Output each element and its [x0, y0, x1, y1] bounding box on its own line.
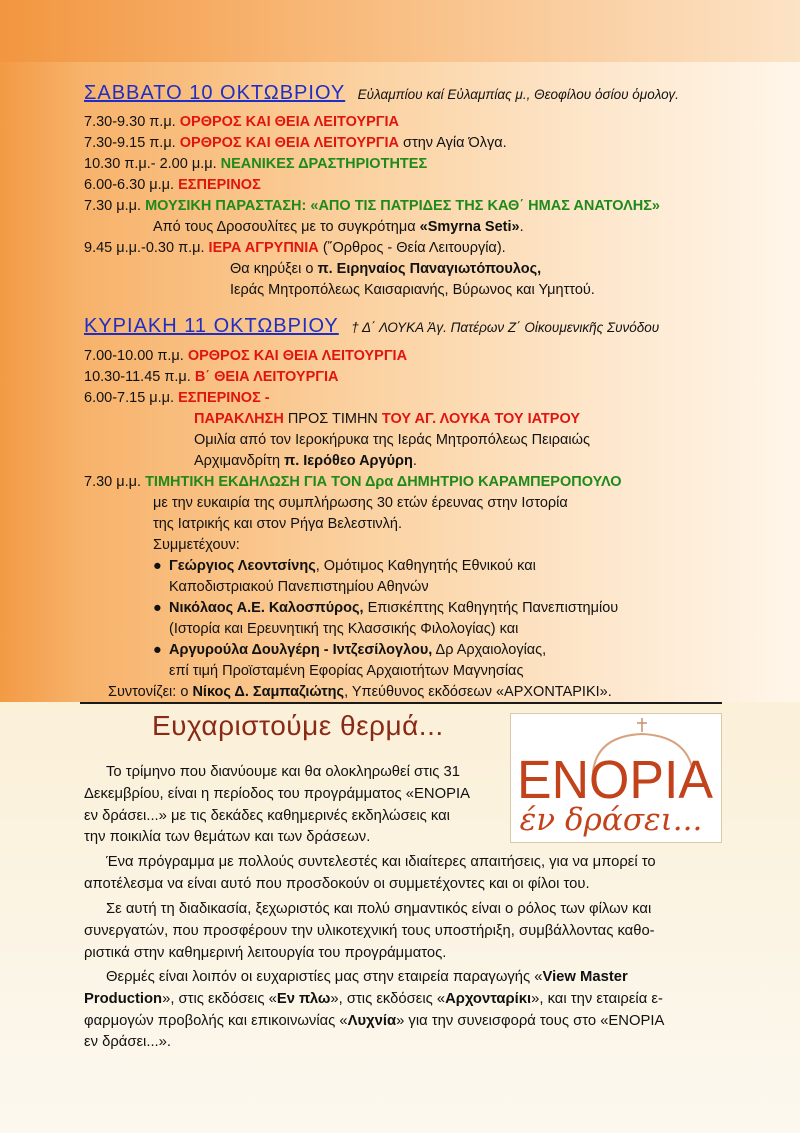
schedule-line: [84, 175, 261, 195]
saturday-header: [84, 82, 679, 108]
text-line: συνεργατών, που προσφέρουν την υλικοτεχνική τους υποστήριξη, συμβάλλοντας καθο-: [84, 922, 655, 939]
coordinator-name: Νίκος Δ. Σαμπαζιώτης: [192, 684, 345, 700]
text: Συμμετέχουν:: [153, 537, 240, 553]
section-divider: [80, 702, 722, 704]
saturday-title: ΣΑΒΒΑΤΟ 10 ΟΚΤΩΒΡΙΟΥ: [84, 82, 346, 104]
time: 9.45 μ.μ.-0.30 π.μ.: [84, 240, 205, 256]
time: 7.30-9.30 π.μ.: [84, 114, 176, 130]
text: , Ομότιμος Καθηγητής Εθνικού και: [315, 558, 536, 574]
event: ΕΣΠΕΡΙΝΟΣ -: [178, 390, 270, 406]
schedule-line: [84, 133, 507, 153]
text: φαρμογών προβολής και επικοινωνίας «: [84, 1012, 348, 1029]
company-name: View Master: [542, 969, 628, 985]
event: ΕΣΠΕΡΙΝΟΣ: [178, 177, 261, 193]
event-location: στην Αγία Όλγα.: [403, 135, 507, 151]
paragraph-1: [84, 762, 504, 849]
bullet-icon: ●: [153, 600, 162, 616]
time: 10.30-11.45 π.μ.: [84, 369, 191, 385]
text: », και την εταιρεία ε-: [531, 990, 663, 1007]
logo-tagline: έν δράσει...: [519, 802, 703, 838]
text-line: Σε αυτή τη διαδικασία, ξεχωριστός και πολύ σημαντικός είναι ο ρόλος των φίλων και: [106, 901, 652, 917]
time: 10.30 π.μ.- 2.00 μ.μ.: [84, 156, 217, 172]
detail-line: [169, 661, 523, 681]
bullet-icon: ●: [153, 642, 162, 658]
text-line: ριστικά στην καθημερινή λειτουργία του προγράμματος.: [84, 944, 447, 961]
text: Από τους Δροσουλίτες με το συγκρότημα: [153, 219, 416, 235]
saturday-subtitle: Εὐλαμπίου καί Εὐλαμπίας μ., Θεοφίλου ὁσίου ὁμολογ.: [357, 87, 679, 102]
participant-name: Αργυρούλα Δουλγέρη - Ιντζεσίλογλου,: [169, 642, 433, 658]
detail-line: [194, 451, 417, 471]
sunday-subtitle: † Δ΄ ΛΟΥΚΑ Ἁγ. Πατέρων Ζ΄ Οἰκουμενικῆς Συνόδου: [351, 320, 660, 335]
schedule-line: [84, 472, 622, 492]
text-end: .: [519, 219, 524, 235]
sunday-title: ΚΥΡΙΑΚΗ 11 ΟΚΤΩΒΡΙΟΥ: [84, 315, 339, 337]
participant-name: Γεώργιος Λεοντσίνης: [169, 558, 316, 574]
participant: [153, 556, 536, 576]
text: Θερμές είναι λοιπόν οι ευχαριστίες μας στην εταιρεία παραγωγής «: [106, 969, 543, 985]
text: Καποδιστριακού Πανεπιστημίου Αθηνών: [169, 579, 429, 595]
text-end: , Υπεύθυνος εκδόσεων «ΑΡΧΟΝΤΑΡΙΚΙ».: [344, 684, 612, 700]
schedule-line: [84, 196, 660, 216]
time: 6.00-7.15 μ.μ.: [84, 390, 175, 406]
event-note: (῎Ορθρος - Θεία Λειτουργία).: [322, 240, 506, 256]
event: Β΄ ΘΕΙΑ ΛΕΙΤΟΥΡΓΙΑ: [194, 369, 339, 385]
paragraph-2: [84, 852, 724, 896]
paragraph-3: [84, 899, 724, 964]
text: Συντονίζει: ο: [108, 684, 189, 700]
text: », στις εκδόσεις «: [330, 990, 446, 1007]
text-line: Δεκεμβρίου, είναι η περίοδος του προγράμματος «ΕΝΟΡΙΑ: [84, 785, 470, 802]
time: 7.30 μ.μ.: [84, 474, 142, 490]
event: ΟΡΘΡΟΣ ΚΑΙ ΘΕΙΑ ΛΕΙΤΟΥΡΓΙΑ: [179, 135, 399, 151]
sunday-header: [84, 315, 659, 341]
detail-line: [153, 493, 568, 513]
detail-line: [230, 280, 595, 300]
paragraph-4: [84, 967, 724, 1054]
text-line: εν δράσει...» με τις δεκάδες καθημερινές εκδηλώσεις και: [84, 807, 450, 824]
event: ΟΡΘΡΟΣ ΚΑΙ ΘΕΙΑ ΛΕΙΤΟΥΡΓΙΑ: [187, 348, 408, 364]
text-line: Το τρίμηνο που διανύουμε και θα ολοκληρωθεί στις 31: [106, 764, 460, 780]
detail-line: [153, 514, 402, 534]
participant-name: Νικόλαος Α.Ε. Καλοσπύρος,: [169, 600, 364, 616]
schedule-line: [84, 388, 270, 408]
time: 7.00-10.00 π.μ.: [84, 348, 184, 364]
enoria-logo-graphic: [511, 714, 721, 842]
publisher-name: Εν πλω: [276, 990, 331, 1007]
top-band: [0, 0, 800, 62]
text: Δρ Αρχαιολογίας,: [435, 642, 547, 658]
time: 7.30 μ.μ.: [84, 198, 142, 214]
ensemble-name: «Smyrna Seti»: [419, 219, 520, 235]
company-name: Λυχνία: [347, 1012, 397, 1029]
detail-line: [153, 217, 524, 237]
text: Ιεράς Μητροπόλεως Καισαριανής, Βύρωνος και Υμηττού.: [230, 282, 595, 298]
text: Θα κηρύξει ο: [230, 261, 314, 277]
logo-word: ΕΝΟΡΙΑ: [517, 750, 713, 810]
text-line: αποτέλεσμα να είναι αυτό που προσδοκούν οι συμμετέχοντες και οι φίλοι του.: [84, 875, 590, 892]
text: με την ευκαιρία της συμπλήρωσης 30 ετών έρευνας στην Ιστορία: [153, 495, 568, 511]
text: Ομιλία από τον Ιεροκήρυκα της Ιεράς Μητροπόλεως Πειραιώς: [194, 432, 590, 448]
text: επί τιμή Προϊσταμένη Εφορίας Αρχαιοτήτων Μαγνησίας: [169, 663, 524, 679]
text-line: εν δράσει...».: [84, 1034, 172, 1051]
thanks-title: Ευχαριστούμε θερμά...: [152, 710, 444, 741]
event: ΤΙΜΗΤΙΚΗ ΕΚΔΗΛΩΣΗ ΓΙΑ ΤΟΝ Δρα ΔΗΜΗΤΡΙΟ ΚΑΡΑΜΠΕΡΟΠΟΥΛΟ: [145, 474, 622, 490]
text: Αρχιμανδρίτη: [194, 453, 281, 469]
schedule-line: [84, 346, 407, 366]
event: ΤΟΥ ΑΓ. ΛΟΥΚΑ ΤΟΥ ΙΑΤΡΟΥ: [381, 411, 581, 427]
schedule-line: [194, 409, 580, 429]
time: 6.00-6.30 μ.μ.: [84, 177, 175, 193]
speaker-name: π. Ιερόθεο Αργύρη: [284, 453, 413, 469]
text: Επισκέπτης Καθηγητής Πανεπιστημίου: [367, 600, 619, 616]
text-end: .: [412, 453, 417, 469]
event: ΜΟΥΣΙΚΗ ΠΑΡΑΣΤΑΣΗ: «ΑΠΟ ΤΙΣ ΠΑΤΡΙΔΕΣ ΤΗΣ ΚΑΘ΄ ΗΜΑΣ ΑΝΑΤΟΛΗΣ»: [145, 198, 660, 214]
text-line: Ένα πρόγραμμα με πολλούς συντελεστές και ιδιαίτερες απαιτήσεις, για να μπορεί το: [106, 854, 656, 870]
event: ΠΑΡΑΚΛΗΣΗ: [194, 411, 284, 427]
schedule-line: [84, 112, 399, 132]
company-name: Production: [84, 990, 163, 1007]
schedule-line: [84, 367, 338, 387]
schedule-line: [84, 238, 506, 258]
text: ΠΡΟΣ ΤΙΜΗΝ: [287, 411, 378, 427]
event: ΙΕΡΑ ΑΓΡΥΠΝΙΑ: [208, 240, 319, 256]
event: ΟΡΘΡΟΣ ΚΑΙ ΘΕΙΑ ΛΕΙΤΟΥΡΓΙΑ: [179, 114, 399, 130]
text-line: την ποικιλία των θεμάτων και των δράσεων.: [84, 829, 371, 846]
enoria-logo: [510, 713, 722, 843]
text: (Ιστορία και Ερευνητική της Κλασσικής Φιλολογίας) και: [169, 621, 519, 637]
bullet-icon: ●: [153, 558, 162, 574]
detail-line: [153, 535, 240, 555]
event: ΝΕΑΝΙΚΕΣ ΔΡΑΣΤΗΡΙΟΤΗΤΕΣ: [220, 156, 428, 172]
schedule-line: [84, 154, 427, 174]
text: », στις εκδόσεις «: [162, 990, 277, 1007]
text: της Ιατρικής και στον Ρήγα Βελεστινλή.: [153, 516, 403, 532]
publisher-name: Αρχονταρίκι: [445, 990, 532, 1007]
detail-line: [230, 259, 541, 279]
text: » για την συνεισφορά τους στο «ΕΝΟΡΙΑ: [396, 1012, 665, 1029]
detail-line: [169, 619, 518, 639]
detail-line: [169, 577, 429, 597]
coordinator-line: [108, 682, 612, 702]
time: 7.30-9.15 π.μ.: [84, 135, 176, 151]
preacher-name: π. Ειρηναίος Παναγιωτόπουλος,: [317, 261, 542, 277]
participant: [153, 640, 546, 660]
participant: [153, 598, 618, 618]
detail-line: [194, 430, 590, 450]
